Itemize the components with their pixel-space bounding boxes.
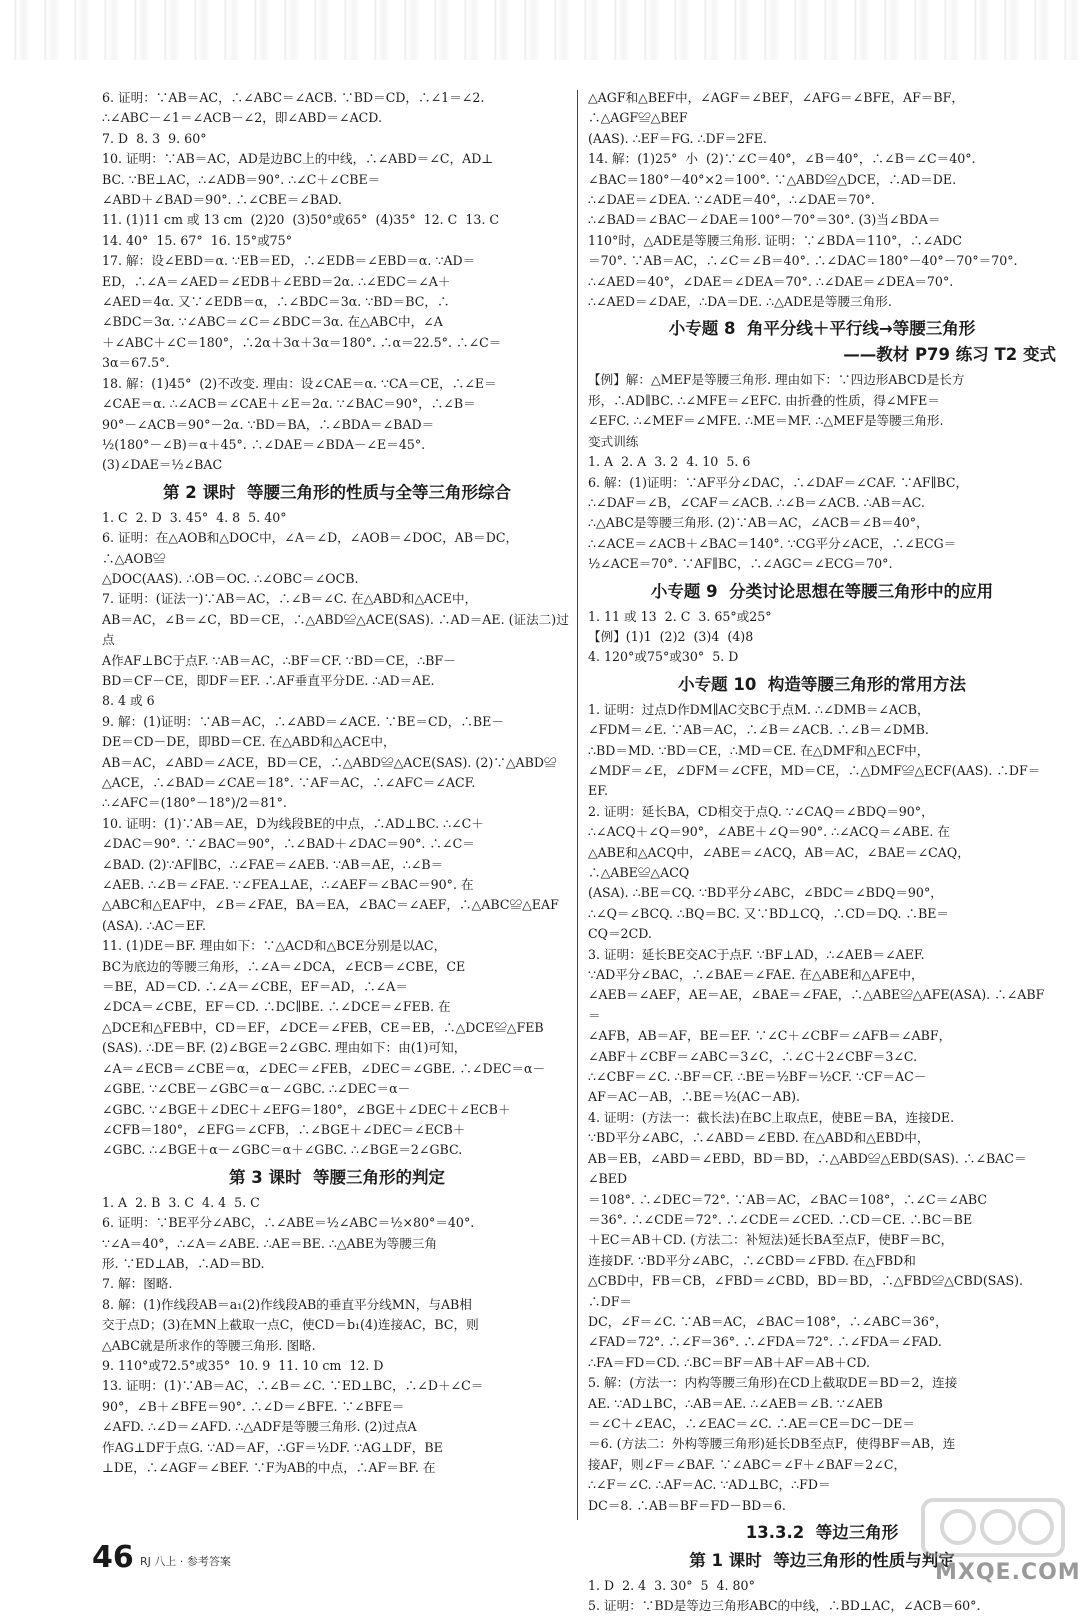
section-heading: 第 3 课时 等腰三角形的判定 <box>229 1167 445 1187</box>
answer-line: ＋∠ABC＋∠C＝180°，∴2α＋3α＋3α＝180°. ∴α＝22.5°. ∴∠C＝ <box>102 334 502 350</box>
answer-line: 13. 证明：(1)∵AB＝AC，∴∠B＝∠C. ∵ED⊥BC，∴∠D＋∠C＝ <box>102 1378 484 1394</box>
answer-line: ∵∠A＝40°，∴∠A＝∠ABE. ∴AE＝BE. ∴△ABE为等腰三角 <box>102 1235 438 1251</box>
answer-line: CQ＝2CD. <box>588 926 652 942</box>
answer-line: △AGF和△BEF中，∠AGF＝∠BEF，∠AFG＝∠BFE，AF＝BF，∴△AGF≌△BEF <box>588 90 964 126</box>
answer-line: 11. (1)DE＝BF. 理由如下：∵△ACD和△BCE分别是以AC， <box>102 938 447 954</box>
page-number: 46 <box>92 1540 134 1575</box>
answer-line: 1. A 2. A 3. 2 4. 10 5. 6 <box>588 454 751 470</box>
section-subheading: ——教材 P79 练习 T2 变式 <box>843 345 1056 365</box>
answer-line: 6. 解：(1)证明：∵AF平分∠DAC，∴∠DAF＝∠CAF. ∵AF∥BC， <box>588 474 969 490</box>
answer-line: 1. 证明：过点D作DM∥AC交BC于点M. ∴∠DMB＝∠ACB， <box>588 701 930 717</box>
answer-line: 5. 证明：∵BD是等边三角形ABC的中线，∴BD⊥AC，∠ACB＝60°. <box>588 1598 981 1614</box>
answer-line: DC＝8. ∴AB＝BF＝FD－BD＝6. <box>588 1497 786 1513</box>
answer-line: ∠DCA＝∠CBE，EF＝CD. ∴DC∥BE. ∴∠DCE＝∠FEB. 在 <box>102 999 451 1015</box>
answer-line: A作AF⊥BC于点F. ∵AB＝AC，∴BF＝CF. ∵BD＝CE，∴BF－ <box>102 652 456 668</box>
answer-line: 连接DF. ∵BD平分∠ABC，∴∠CBD＝∠FBD. 在△FBD和 <box>588 1252 916 1268</box>
answer-line: ＝BE，AD＝CD. ∴∠A＝∠CBE，EF＝AD，∴∠A＝ <box>102 979 408 995</box>
answer-line: 2. 证明：延长BA，CD相交于点Q. ∵∠CAQ＝∠BDQ＝90°， <box>588 803 934 819</box>
answer-line: △ABC和△EAF中，∠B＝∠FAE，BA＝EA，∠BAC＝∠AEF，∴△ABC≌△EAF <box>102 897 559 913</box>
answer-line: 14. 解：(1)25° 小 (2)∵∠C＝40°，∠B＝40°，∴∠B＝∠C＝40°. <box>588 151 976 167</box>
answer-line: 9. 解：(1)证明：∵AB＝AC，∴∠ABD＝∠ACE. ∵BE＝CD，∴BE－ <box>102 713 504 729</box>
answer-line: ⊥DE，∴∠AGF＝∠BEF. ∵F为AB的中点，∴AF＝BF. 在 <box>102 1460 436 1475</box>
answer-line: ∴∠ACQ＋∠Q＝90°，∠ABE＋∠Q＝90°. ∴∠ACQ＝∠ABE. 在 <box>588 824 950 840</box>
answer-line: ∠FAD＝72°. ∴∠F＝36°. ∴∠FDA＝72°. ∴∠FDA＝∠FAD. <box>588 1334 942 1350</box>
answer-line: 3. 证明：延长BE交AC于点F. ∵BF⊥AD，∴∠AEB＝∠AEF. <box>588 946 925 962</box>
answer-line: 17. 解：设∠EBD＝α. ∵EB＝ED，∴∠EDB＝∠EBD＝α. ∵AD＝ <box>102 253 476 269</box>
answer-line: 【例】(1)1 (2)2 (3)4 (4)8 <box>588 628 754 644</box>
answer-line: ∠GBC. ∴∠BGE＋α－∠GBC＝α＋∠GBC. ∴∠BGE＝2∠GBC. <box>102 1142 463 1158</box>
answer-line: ∴∠AFC＝(180°－18°)/2＝81°. <box>102 795 287 811</box>
answer-line: 变式训练 <box>588 433 639 449</box>
answer-line: ∠ABF＋∠CBF＝∠ABC＝3∠C，∴∠C＋2∠CBF＝3∠C. <box>588 1048 918 1064</box>
answer-line: ∠A＝∠ECB＝∠CBE＝α，∠DEC＝∠FEB，∠DEC＝∠GBE. ∴∠DEC＝α－ <box>102 1060 546 1076</box>
answer-line: ∠AED＝4α. 又∵∠EDB＝α，∴∠BDC＝3α. ∵BD＝BC，∴ <box>102 294 450 310</box>
answer-line: ∴∠ACE＝∠ACB＋∠BAC＝140°. ∵CG平分∠ACE，∴∠ECG＝ <box>588 535 957 551</box>
answer-line: ∠AFD. ∴∠D＝∠AFD. ∴△ADF是等腰三角形. (2)过点A <box>102 1419 417 1435</box>
answer-line: ½∠ACE＝70°. ∵AF∥BC，∴∠AGC＝∠ECG＝70°. <box>588 556 893 572</box>
answer-line: 110°时，△ADE是等腰三角形. 证明：∵∠BDA＝110°，∴∠ADC <box>588 232 963 248</box>
answer-line: 接AF，则∠F＝∠BAF. ∵∠ABC＝∠F＋∠BAF＝2∠C， <box>588 1456 907 1472</box>
answer-line: AB＝AC，∠B＝∠C，BD＝CE，∴△ABD≌△ACE(SAS). ∴AD＝AE. (证法二)过点 <box>102 611 569 648</box>
answer-line: △DCE和△FEB中，CD＝EF，∠DCE＝∠FEB，CE＝EB，∴△DCE≌△FEB <box>102 1019 544 1035</box>
answer-line: ∴∠CBF＝∠C. ∴BF＝CF. ∴BE＝½BF＝½CF. ∵CF＝AC－ <box>588 1069 927 1085</box>
section-heading: 第 2 课时 等腰三角形的性质与全等三角形综合 <box>163 482 511 502</box>
answer-line: ＝108°. ∴∠DEC＝72°. ∵AB＝AC，∠BAC＝108°，∴∠C＝∠ABC <box>588 1191 987 1207</box>
answer-line: ∴∠BAD＝∠BAC－∠DAE＝100°－70°＝30°. (3)当∠BDA＝ <box>588 212 941 228</box>
answer-line: ∠FDM＝∠E. ∵AB＝AC，∴∠B＝∠ACB. ∴∠B＝∠DMB. <box>588 722 929 738</box>
answer-line: ∴△ABC是等腰三角形. (2)∵AB＝AC，∠ACB＝∠B＝40°， <box>588 515 929 531</box>
answer-line: 【例】解：△MEF是等腰三角形. 理由如下：∵四边形ABCD是长方 <box>588 372 965 388</box>
section-heading: 小专题 9 分类讨论思想在等腰三角形中的应用 <box>650 581 994 601</box>
answer-line: BC为底边的等腰三角形，∴∠A＝∠DCA，∠ECB＝∠CBE，CE <box>102 958 466 974</box>
answer-line: ∠BAC＝180°－40°×2＝100°. ∵△ABD≌△DCE，∴AD＝DE. <box>588 171 957 187</box>
answer-line: (AAS). ∴EF＝FG. ∴DF＝2FE. <box>588 130 767 146</box>
answer-line: (SAS). ∴DE＝BF. (2)∠BGE＝2∠GBC. 理由如下：由(1)可知， <box>102 1040 467 1056</box>
answer-line: 6. 证明：在△AOB和△DOC中，∠A＝∠D，∠AOB＝∠DOC，AB＝DC，∴△AOB≌ <box>102 530 519 566</box>
scan-noise-strip <box>0 0 1085 60</box>
answer-line: 8. 4 或 6 <box>102 693 155 709</box>
answer-line: ∵BD平分∠ABC，∴∠ABD＝∠EBD. 在△ABD和△EBD中， <box>588 1130 930 1146</box>
section-heading: 第 1 课时 等边三角形的性质与判定 <box>689 1551 955 1570</box>
answer-line: ∠DAC＝90°. ∵∠BAC＝90°，∴∠BAD＋∠DAC＝90°. ∴∠C＝ <box>102 836 475 852</box>
answer-line: ＝36°. ∴∠CDE＝72°. ∴∠CDE＝∠CED. ∴CD＝CE. ∴BC＝BE <box>588 1211 973 1227</box>
answer-line: 1. A 2. B 3. C 4. 4 5. C <box>102 1194 260 1210</box>
section-heading: 小专题 10 构造等腰三角形的常用方法 <box>678 674 966 694</box>
answer-line: ∠BAD. (2)∵AF∥BC，∴∠FAE＝∠AEB. ∵AB＝AE，∴∠B＝ <box>102 856 444 872</box>
column-divider <box>577 90 578 1520</box>
answer-line: ∠AEB. ∴∠B＝∠FAE. ∵∠FEA⊥AE，∴∠AEF＝∠BAC＝90°. 在 <box>102 877 474 893</box>
answer-line: ∴∠DAF＝∠B，∠CAF＝∠ACB. ∴∠B＝∠ACB. ∴AB＝AC. <box>588 494 925 510</box>
answer-line: 形，∴AD∥BC. ∴∠MFE＝∠EFC. 由折叠的性质，得∠MFE＝ <box>588 392 940 408</box>
answer-line: 1. 11 或 13 2. C 3. 65°或25° <box>588 608 772 624</box>
answer-line: 14. 40° 15. 67° 16. 15°或75° <box>102 232 292 248</box>
answer-line: 7. D 8. 3 9. 60° <box>102 130 207 146</box>
answer-line: DE＝CD－DE，即BD＝CE. 在△ABD和△ACE中， <box>102 734 396 750</box>
answer-line: ∴∠ABC－∠1＝∠ACB－∠2，即∠ABD＝∠ACD. <box>102 110 382 126</box>
answer-line: AB＝AC，∠ABD＝∠ACE，BD＝CE，∴△ABD≌△ACE(SAS). (2)∵△ABD≌ <box>102 754 557 770</box>
answer-line: 10. 证明：(1)∵AB＝AE，D为线段BE的中点，∴AD⊥BC. ∴∠C＋ <box>102 815 484 831</box>
answer-line: ½(180°－∠B)＝α＋45°. ∴∠DAE＝∠BDA－∠E＝45°. <box>102 436 426 452</box>
answer-line: ∠AFB，AB＝AF，BE＝EF. ∵∠C＋∠CBF＝∠AFB＝∠ABF， <box>588 1028 952 1044</box>
footer-label: RJ 八上 · 参考答案 <box>140 1555 231 1568</box>
answer-line: (3)∠DAE＝½∠BAC <box>102 457 223 473</box>
answer-line: 9. 110°或72.5°或35° 10. 9 11. 10 cm 12. D <box>102 1357 384 1373</box>
answer-column-left <box>102 88 572 1478</box>
answer-line: 7. 证明：(证法一)∵AB＝AC，∴∠B＝∠C. 在△ABD和△ACE中， <box>102 591 478 607</box>
answer-line: 90°，∠B＋∠BFE＝90°. ∴∠D＝∠BFE. ∵∠BFE＝ <box>102 1398 405 1414</box>
answer-line: △ABE和△ACQ中，∠ABE＝∠ACQ，AB＝AC，∠BAE＝∠CAQ，∴△ABE≌△ACQ <box>588 844 970 880</box>
answer-line: ＝∠C＋∠EAC，∴∠EAC＝∠C. ∴AE＝CE＝DC－DE＝ <box>588 1415 915 1431</box>
answer-line: ∠ABD＋∠BAD＝90°. ∴∠CBE＝∠BAD. <box>102 192 342 208</box>
answer-line: 11. (1)11 cm 或 13 cm (2)20 (3)50°或65° (4)35° 12. C 13. C <box>102 212 499 228</box>
section-heading: 小专题 8 角平分线＋平行线→等腰三角形 <box>668 319 976 339</box>
answer-line: ∴∠AED＝∠DAE，∴DA＝DE. ∴△ADE是等腰三角形. <box>588 294 892 310</box>
answer-line: △ACE，∴∠BAD＝∠CAE＝18°. ∵AF＝AC，∴∠AFC＝∠ACF. <box>102 775 476 790</box>
answer-line: AB＝EB，∠ABD＝∠EBD，BD＝BD，∴△ABD≌△EBD(SAS). ∴∠BAC＝∠BED <box>588 1150 1027 1187</box>
answer-line: ∠BDC＝3α. ∵∠ABC＝∠C＝∠BDC＝3α. 在△ABC中，∠A <box>102 314 443 330</box>
answer-line: ∴∠Q＝∠BCQ. ∴BQ＝BC. 又∵BD⊥CQ，∴CD＝DQ. ∴BE＝ <box>588 905 950 921</box>
answer-line: 90°－∠ACB＝90°－2α. ∵BD＝BA，∴∠BDA＝∠BAD＝ <box>102 416 435 432</box>
watermark-text: MXQE.COM <box>935 1560 1081 1585</box>
answer-line: ∠AEB＝∠AEF，AE＝AE，∠BAE＝∠FAE，∴△ABE≌△AFE(ASA). ∴∠ABF＝ <box>588 987 1045 1023</box>
section-heading: 13.3.2 等边三角形 <box>745 1523 899 1542</box>
answer-line: 3α＝67.5°. <box>102 355 170 371</box>
answer-line: ∴∠F＝∠C. ∴AF＝AC. ∵AD⊥BC，∴FD＝ <box>588 1477 831 1493</box>
answer-line: ∴∠DAE＝∠DEA. ∵∠ADE＝40°，∴∠DAE＝70°. <box>588 192 875 208</box>
answer-line: △ABC就是所求作的等腰三角形. 图略. <box>102 1337 316 1353</box>
answer-line: 1. D 2. 4 3. 30° 5 4. 80° <box>588 1578 755 1593</box>
answer-line: DC，∠F＝∠C. ∵AB＝AC，∠BAC＝108°，∴∠ABC＝36°， <box>588 1313 948 1329</box>
answer-line: 作AG⊥DF于点G. ∵AD＝AF，∴GF＝½DF. ∵AG⊥DF，BE <box>102 1439 443 1455</box>
answer-line: 4. 120°或75°或30° 5. D <box>588 649 739 665</box>
answer-line: 8. 解：(1)作线段AB＝a₁(2)作线段AB的垂直平分线MN，与AB相 <box>102 1296 472 1312</box>
answer-line: ＝70°. ∵AB＝AC，∴∠C＝∠B＝40°. ∴∠DAC＝180°－40°－70°＝70°. <box>588 253 1018 269</box>
answer-line: (ASA). ∴AC＝EF. <box>102 917 206 933</box>
answer-line: 交于点D；(3)在MN上截取一点C，使CD＝b₁(4)连接AC，BC，则 <box>102 1317 479 1333</box>
answer-line: ＝6. (方法二：外构等腰三角形)延长DB至点F，使得BF＝AB，连 <box>588 1436 956 1452</box>
answer-column-right <box>588 88 1056 1617</box>
answer-line: △DOC(AAS). ∴OB＝OC. ∴∠OBC＝∠OCB. <box>102 570 359 586</box>
answer-line: ∠GBE. ∵∠CBE－∠GBC＝α－∠GBC. ∴∠DEC＝α－ <box>102 1081 411 1097</box>
answer-line: ED，∴∠A＝∠AED＝∠EDB＋∠EBD＝2α. ∴∠EDC＝∠A＋ <box>102 273 451 289</box>
answer-line: 6. 证明：∵AB＝AC，∴∠ABC＝∠ACB. ∵BD＝CD，∴∠1＝∠2. <box>102 90 485 105</box>
answer-line: ∴BD＝MD. ∵BD＝CE，∴MD＝CE. 在△DMF和△ECF中， <box>588 742 930 758</box>
answer-line: ∠CFB＝180°，∠EFG＝∠CFB，∴∠BGE＋∠DEC＝∠ECB＋ <box>102 1121 466 1137</box>
answer-line: ∴FA＝FD＝CD. ∴BC＝BF＝AB＋AF＝AB＋CD. <box>588 1354 870 1370</box>
answer-line: (ASA). ∴BE＝CQ. ∵BD平分∠ABC，∠BDC＝∠BDQ＝90°， <box>588 885 943 901</box>
answer-line: ∴∠AED＝40°，∠DAE＝∠DEA＝70°. ∴∠DAE＝∠DEA＝70°. <box>588 273 954 289</box>
answer-line: ∵AD平分∠BAC，∴∠BAE＝∠FAE. 在△ABE和△AFE中， <box>588 967 924 983</box>
answer-line: AE. ∵AD⊥BC，∴AB＝AE. ∴∠AEB＝∠B. ∵∠AEB <box>588 1395 883 1411</box>
answer-line: 4. 证明：(方法一：截长法)在BC上取点E，使BE＝BA，连接DE. <box>588 1109 955 1125</box>
answer-line: 7. 解：图略. <box>102 1276 173 1292</box>
answer-line: AF＝AC－AB，∴BE＝½(AC－AB). <box>588 1089 801 1105</box>
answer-line: ∠EFC. ∴∠MEF＝∠MFE. ∴ME＝MF. ∴△MEF是等腰三角形. <box>588 413 944 429</box>
answer-line: 形. ∵ED⊥AB，∴AD＝BD. <box>102 1255 265 1271</box>
answer-line: ＋EC＝AB＋CD. (方法二：补短法)延长BA至点F，使BF＝BC， <box>588 1232 954 1248</box>
answer-line: ∠GBC. ∵∠BGE＋∠DEC＋∠EFG＝180°，∠BGE＋∠DEC＋∠ECB＋ <box>102 1101 511 1117</box>
answer-line: 1. C 2. D 3. 45° 4. 8 5. 40° <box>102 509 287 525</box>
answer-line: 6. 证明：∵BE平分∠ABC，∴∠ABE＝½∠ABC＝½×80°＝40°. <box>102 1215 475 1231</box>
answer-line: ∠CAE＝α. ∴∠ACB＝∠CAE＋∠E＝2α. ∵∠BAC＝90°，∴∠B＝ <box>102 396 476 412</box>
answer-line: 10. 证明：∵AB＝AC，AD是边BC上的中线，∴∠ABD＝∠C，AD⊥ <box>102 151 494 167</box>
answer-line: BC. ∵BE⊥AC，∴∠ADB＝90°. ∴∠C＋∠CBE＝ <box>102 171 381 187</box>
answer-line: 5. 解：(方法一：内构等腰三角形)在CD上截取DE＝BD＝2，连接 <box>588 1375 958 1391</box>
answer-line: 18. 解：(1)45° (2)不改变. 理由：设∠CAE＝α. ∵CA＝CE，∴∠E＝ <box>102 375 497 391</box>
answer-line: ∠MDF＝∠E，∠DFM＝∠CFE，MD＝CE，∴△DMF≌△ECF(AAS). ∴DF＝EF. <box>588 762 1041 799</box>
answer-line: △CBD中，FB＝CB，∠FBD＝∠CBD，BD＝BD，∴△FBD≌△CBD(SAS). ∴DF＝ <box>588 1273 1028 1309</box>
answer-line: BD＝CF－CE，即DF＝EF. ∴AF垂直平分DE. ∴AD＝AE. <box>102 672 435 688</box>
